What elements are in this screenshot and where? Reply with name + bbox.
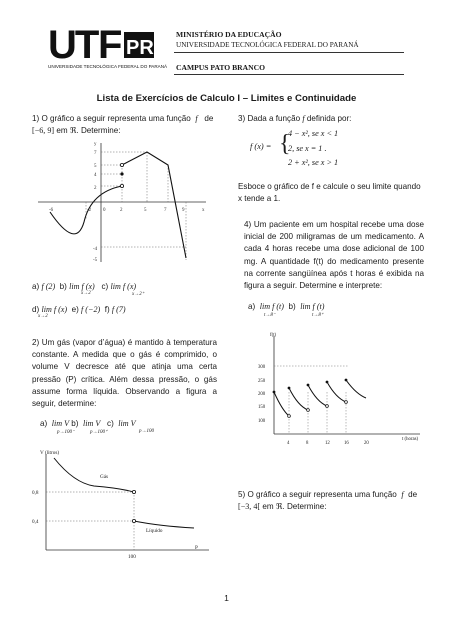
utfpr-logo — [48, 22, 168, 72]
svg-text:16: 16 — [344, 441, 349, 446]
svg-text:200: 200 — [258, 392, 266, 397]
svg-text:150: 150 — [258, 405, 266, 410]
ministry-label: MINISTÉRIO DA EDUCAÇÃO — [176, 30, 282, 39]
q2-items: a) lim V b) lim V c) lim V — [40, 419, 136, 428]
svg-text:7: 7 — [164, 208, 167, 213]
q2-y-axis-label: V (litros) — [40, 450, 60, 456]
svg-text:2: 2 — [120, 208, 123, 213]
svg-text:0,4: 0,4 — [32, 519, 39, 525]
q4-statement: 4) Um paciente em um hospital recebe uma dose inicial de 200 miligramas de um medicamento. A cada 4 horas recebe uma dose adicional de 100 mg. A quantidade f(t) do medicamento presente na corrente sangüínea após t horas é exibida na figura a seguir. Determine e interprete: — [244, 220, 424, 291]
q2-statement: 2) Um gás (vapor d’água) é mantido à temperatura constante. A medida que o gás é comprimido, o volume V decresce até que atinja uma certa pressão (P) crítica. Além dessa pressão, o gás assume forma líquida. Observando a figura a seguir, determine: — [32, 338, 217, 409]
svg-text:5: 5 — [144, 208, 147, 213]
svg-text:2: 2 — [94, 186, 97, 191]
svg-text:0: 0 — [103, 208, 106, 213]
svg-text:9: 9 — [182, 208, 185, 213]
q1-statement: 1) O gráfico a seguir representa uma função f de [−6, 9] em ℜ. Determine: — [32, 114, 214, 136]
svg-text:0,8: 0,8 — [32, 490, 39, 496]
q3-statement: 3) Dada a função f definida por: — [238, 114, 352, 123]
q3-lhs: f (x) = — [250, 142, 272, 151]
q1-items-row1: a) f (2) b) lim f (x) c) lim f (x) — [32, 282, 137, 291]
svg-text:-6: -6 — [49, 208, 54, 213]
q5-statement: 5) O gráfico a seguir representa uma função f de [−3, 4[ em ℜ. Determine: — [238, 490, 418, 512]
q2-gas-volume-chart — [34, 448, 214, 560]
q4-y-axis-label: f(t) — [270, 333, 277, 338]
q1-function-graph — [36, 140, 211, 265]
q4-x-axis-label: t (horas) — [402, 437, 419, 442]
svg-text:-5: -5 — [93, 258, 98, 263]
svg-text:8: 8 — [306, 441, 309, 446]
svg-text:250: 250 — [258, 379, 266, 384]
campus-label: CAMPUS PATO BRANCO — [176, 63, 266, 72]
svg-text:x: x — [202, 208, 205, 213]
svg-text:100: 100 — [128, 554, 136, 560]
svg-text:300: 300 — [258, 365, 266, 370]
svg-text:4: 4 — [287, 441, 290, 446]
svg-text:4: 4 — [94, 173, 97, 178]
svg-text:PR: PR — [126, 37, 154, 59]
university-label: UNIVERSIDADE TECNOLÓGICA FEDERAL DO PARANÁ — [176, 41, 359, 49]
q4-items: a) lim f (t) b) lim f (t) — [248, 302, 325, 311]
svg-text:5: 5 — [94, 164, 97, 169]
page-number: 1 — [224, 593, 229, 603]
page-title: Lista de Exercícios de Calculo I – Limites e Continuidade — [96, 93, 357, 104]
svg-text:-2: -2 — [87, 208, 92, 213]
q1-y-axis-label: y — [94, 142, 97, 147]
q2-liquid-label: Líquido — [146, 528, 163, 534]
svg-text:F: F — [98, 23, 123, 67]
q4-medication-chart — [252, 330, 428, 445]
q2-x-axis-label: P — [195, 545, 198, 551]
svg-text:100: 100 — [258, 419, 266, 424]
svg-text:12: 12 — [325, 441, 330, 446]
q3-task: Esboce o gráfico de f e calcule o seu limite quando x tende a 1. — [238, 182, 421, 204]
svg-text:-4: -4 — [93, 247, 98, 252]
q2-gas-label: Gás — [100, 474, 109, 480]
svg-text:UNIVERSIDADE TECNOLÓGICA FEDER: UNIVERSIDADE TECNOLÓGICA FEDERAL DO PARANÁ — [48, 64, 168, 69]
q1-items-row2: d) lim f (x) e) f (−2) f) f (7) — [32, 305, 126, 314]
q3-cases: 4 − x², se x < 1 2, se x = 1 . 2 + x², se x > 1 — [288, 129, 339, 167]
svg-text:7: 7 — [94, 151, 97, 156]
svg-text:20: 20 — [364, 441, 369, 446]
q3-brace: { — [279, 131, 291, 157]
svg-text:UT: UT — [48, 23, 98, 67]
